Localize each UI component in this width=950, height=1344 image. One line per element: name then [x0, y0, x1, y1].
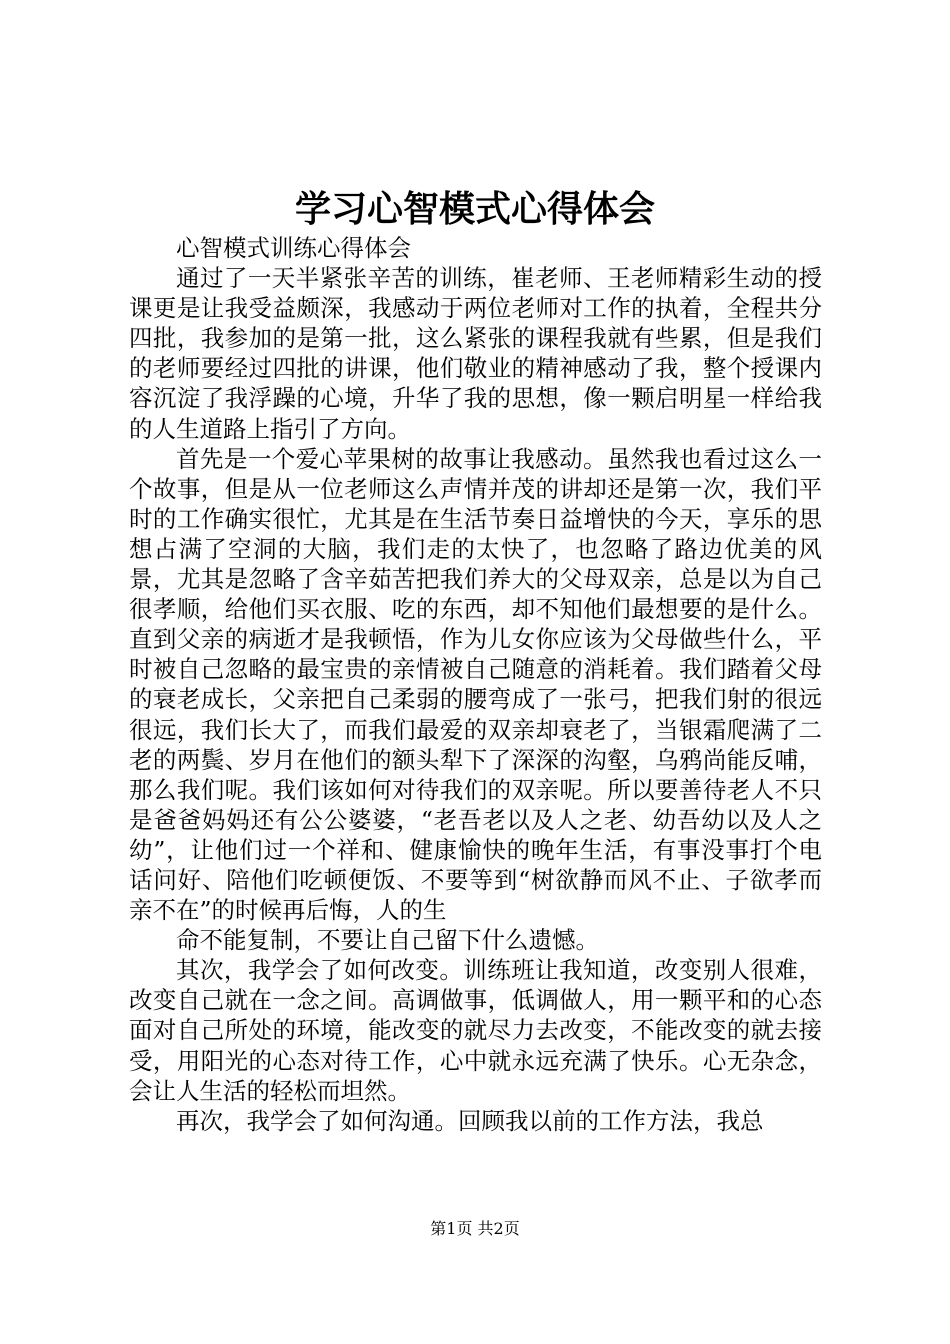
paragraph: 命不能复制，不要让自己留下什么遗憾。: [176, 926, 599, 955]
document-title: 学习心智模式心得体会: [294, 189, 655, 230]
paragraph: 其次，我学会了如何改变。训练班让我知道，改变别人很难，改变自己就在一念之间。高调做事，低调做人，用一颗平和的心态面对自己所处的环境，能改变的就尽力去改变，不能改变的就去接受，用阳光的心态对待工作，心中就永远充满了快乐。心无杂念，会让人生活的轻松而坦然。: [129, 956, 822, 1105]
paragraph: 再次，我学会了如何沟通。回顾我以前的工作方法，我总: [176, 1106, 764, 1135]
paragraph: 心智模式训练心得体会: [176, 234, 411, 262]
document-body: [129, 233, 822, 1136]
page-footer: [0, 1218, 950, 1240]
page-number-label: 第1页 共2页: [430, 1219, 520, 1238]
paragraph: 首先是一个爱心苹果树的故事让我感动。虽然我也看过这么一个故事，但是从一位老师这么声情并茂的讲却还是第一次，我们平时的工作确实很忙，尤其是在生活节奏日益增快的今天，享乐的思想占满了空洞的大脑，我们走的太快了，也忽略了路边优美的风景，尤其是忽略了含辛茹苦把我们养大的父母双亲，总是以为自己很孝顺，给他们买衣服、吃的东西，却不知他们最想要的是什么。直到父亲的病逝才是我顿悟，作为儿女你应该为父母做些什么，平时被自己忽略的最宝贵的亲情被自己随意的消耗着。我们踏着父母的衰老成长，父亲把自己柔弱的腰弯成了一张弓，把我们射的很远很远，我们长大了，而我们最爱的双亲却衰老了，当银霜爬满了二老的两鬓、岁月在他们的额头犁下了深深的沟壑，乌鸦尚能反哺，那么我们呢。我们该如何对待我们的双亲呢。所以要善待老人不只是爸爸妈妈还有公公婆婆，“老吾老以及人之老、幼吾幼以及人之幼”，让他们过一个祥和、健康愉快的晚年生活，有事没事打个电话问好、陪他们吃顿便饭、不要等到“树欲静而风不止、子欲孝而亲不在”的时候再后悔，人的生: [129, 444, 822, 925]
paragraph: 通过了一天半紧张辛苦的训练，崔老师、王老师精彩生动的授课更是让我受益颇深，我感动于两位老师对工作的执着，全程共分四批，我参加的是第一批，这么紧张的课程我就有些累，但是我们的老师要经过四批的讲课，他们敬业的精神感动了我，整个授课内容沉淀了我浮躁的心境，升华了我的思想，像一颗启明星一样给我的人生道路上指引了方向。: [129, 264, 822, 443]
